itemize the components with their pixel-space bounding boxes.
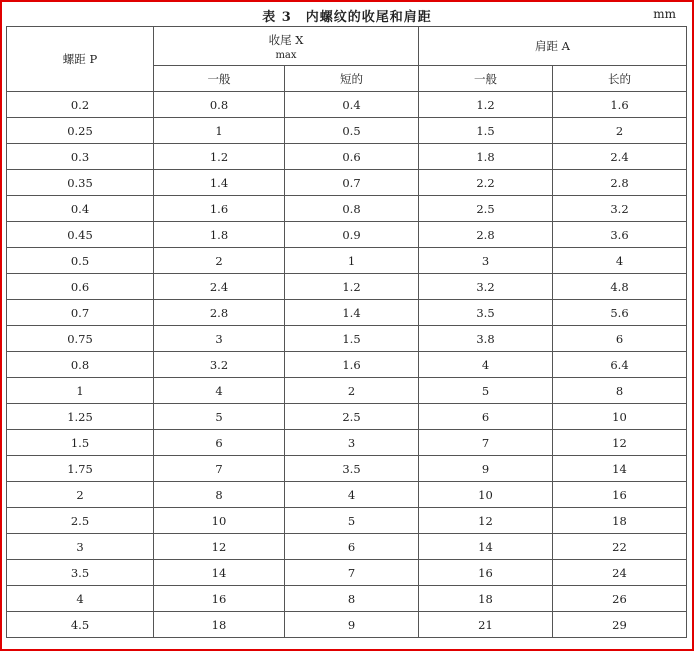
cell-shoulder-long: 8 <box>553 378 687 404</box>
cell-pitch: 4.5 <box>7 612 154 638</box>
header-pitch: 螺距 P <box>7 27 154 92</box>
cell-runout-normal: 2 <box>154 248 285 274</box>
cell-runout-short: 1.5 <box>285 326 419 352</box>
cell-shoulder-normal: 12 <box>419 508 553 534</box>
cell-runout-normal: 0.8 <box>154 92 285 118</box>
table-row <box>7 352 687 378</box>
header-runout-normal: 一般 <box>154 66 285 92</box>
cell-runout-normal: 18 <box>154 612 285 638</box>
table-row <box>7 222 687 248</box>
cell-shoulder-long: 5.6 <box>553 300 687 326</box>
cell-runout-normal: 10 <box>154 508 285 534</box>
cell-runout-short: 0.5 <box>285 118 419 144</box>
cell-runout-normal: 3 <box>154 326 285 352</box>
cell-runout-short: 0.9 <box>285 222 419 248</box>
table-row <box>7 170 687 196</box>
unit-label: mm <box>653 7 676 21</box>
cell-shoulder-normal: 2.2 <box>419 170 553 196</box>
cell-pitch: 3 <box>7 534 154 560</box>
cell-runout-short: 1.4 <box>285 300 419 326</box>
cell-pitch: 2.5 <box>7 508 154 534</box>
cell-runout-short: 2.5 <box>285 404 419 430</box>
cell-runout-short: 1.2 <box>285 274 419 300</box>
cell-runout-normal: 2.4 <box>154 274 285 300</box>
cell-shoulder-long: 26 <box>553 586 687 612</box>
cell-runout-short: 3 <box>285 430 419 456</box>
cell-pitch: 0.7 <box>7 300 154 326</box>
cell-shoulder-long: 29 <box>553 612 687 638</box>
header-shoulder: 肩距 A <box>419 27 687 66</box>
cell-shoulder-normal: 10 <box>419 482 553 508</box>
cell-runout-normal: 4 <box>154 378 285 404</box>
cell-runout-normal: 7 <box>154 456 285 482</box>
header-runout-max: max <box>275 49 297 61</box>
cell-shoulder-long: 2 <box>553 118 687 144</box>
table-row <box>7 378 687 404</box>
cell-runout-normal: 2.8 <box>154 300 285 326</box>
cell-runout-normal: 14 <box>154 560 285 586</box>
thread-runout-table <box>6 26 687 638</box>
cell-runout-short: 4 <box>285 482 419 508</box>
cell-runout-short: 1 <box>285 248 419 274</box>
cell-runout-normal: 16 <box>154 586 285 612</box>
cell-shoulder-normal: 2.5 <box>419 196 553 222</box>
cell-shoulder-long: 22 <box>553 534 687 560</box>
cell-shoulder-long: 6.4 <box>553 352 687 378</box>
table-body <box>7 92 687 638</box>
cell-runout-short: 7 <box>285 560 419 586</box>
table-row <box>7 430 687 456</box>
cell-pitch: 1.5 <box>7 430 154 456</box>
cell-runout-normal: 12 <box>154 534 285 560</box>
cell-runout-short: 0.8 <box>285 196 419 222</box>
cell-shoulder-normal: 5 <box>419 378 553 404</box>
cell-shoulder-long: 1.6 <box>553 92 687 118</box>
cell-runout-short: 5 <box>285 508 419 534</box>
cell-pitch: 0.25 <box>7 118 154 144</box>
table-row <box>7 118 687 144</box>
cell-shoulder-normal: 1.8 <box>419 144 553 170</box>
cell-pitch: 0.45 <box>7 222 154 248</box>
header-runout <box>154 27 419 66</box>
header-runout-label: 收尾 X <box>268 32 304 47</box>
cell-runout-normal: 1.2 <box>154 144 285 170</box>
cell-shoulder-normal: 3.2 <box>419 274 553 300</box>
cell-pitch: 4 <box>7 586 154 612</box>
cell-pitch: 0.6 <box>7 274 154 300</box>
cell-shoulder-long: 18 <box>553 508 687 534</box>
table-row <box>7 560 687 586</box>
cell-pitch: 0.75 <box>7 326 154 352</box>
cell-runout-short: 2 <box>285 378 419 404</box>
cell-shoulder-normal: 6 <box>419 404 553 430</box>
cell-pitch: 1.75 <box>7 456 154 482</box>
cell-shoulder-normal: 3.5 <box>419 300 553 326</box>
cell-runout-short: 6 <box>285 534 419 560</box>
cell-runout-normal: 1.8 <box>154 222 285 248</box>
table-row <box>7 456 687 482</box>
cell-runout-short: 8 <box>285 586 419 612</box>
table-row <box>7 404 687 430</box>
cell-shoulder-long: 4 <box>553 248 687 274</box>
cell-runout-short: 0.4 <box>285 92 419 118</box>
table-row <box>7 482 687 508</box>
table-row <box>7 508 687 534</box>
cell-shoulder-normal: 14 <box>419 534 553 560</box>
cell-shoulder-long: 10 <box>553 404 687 430</box>
cell-shoulder-long: 4.8 <box>553 274 687 300</box>
cell-shoulder-normal: 3 <box>419 248 553 274</box>
cell-runout-normal: 3.2 <box>154 352 285 378</box>
cell-pitch: 2 <box>7 482 154 508</box>
cell-runout-normal: 1.4 <box>154 170 285 196</box>
cell-pitch: 0.4 <box>7 196 154 222</box>
table-row <box>7 196 687 222</box>
cell-runout-normal: 8 <box>154 482 285 508</box>
table-row <box>7 300 687 326</box>
cell-shoulder-long: 24 <box>553 560 687 586</box>
cell-runout-short: 1.6 <box>285 352 419 378</box>
cell-pitch: 0.2 <box>7 92 154 118</box>
table-row <box>7 144 687 170</box>
cell-shoulder-long: 6 <box>553 326 687 352</box>
cell-shoulder-long: 3.2 <box>553 196 687 222</box>
cell-pitch: 3.5 <box>7 560 154 586</box>
cell-shoulder-normal: 1.5 <box>419 118 553 144</box>
cell-shoulder-normal: 9 <box>419 456 553 482</box>
cell-shoulder-normal: 1.2 <box>419 92 553 118</box>
table-row <box>7 534 687 560</box>
cell-shoulder-long: 12 <box>553 430 687 456</box>
cell-shoulder-normal: 21 <box>419 612 553 638</box>
cell-shoulder-normal: 3.8 <box>419 326 553 352</box>
cell-runout-short: 9 <box>285 612 419 638</box>
table-row <box>7 248 687 274</box>
cell-shoulder-long: 16 <box>553 482 687 508</box>
header-shoulder-long: 长的 <box>553 66 687 92</box>
table-row <box>7 586 687 612</box>
cell-pitch: 1.25 <box>7 404 154 430</box>
cell-shoulder-long: 2.4 <box>553 144 687 170</box>
cell-shoulder-normal: 2.8 <box>419 222 553 248</box>
cell-shoulder-long: 14 <box>553 456 687 482</box>
cell-runout-normal: 1.6 <box>154 196 285 222</box>
header-shoulder-normal: 一般 <box>419 66 553 92</box>
cell-runout-normal: 5 <box>154 404 285 430</box>
cell-shoulder-normal: 18 <box>419 586 553 612</box>
table-row <box>7 274 687 300</box>
header-runout-short: 短的 <box>285 66 419 92</box>
table-row <box>7 612 687 638</box>
cell-pitch: 0.8 <box>7 352 154 378</box>
cell-runout-normal: 1 <box>154 118 285 144</box>
cell-shoulder-normal: 16 <box>419 560 553 586</box>
cell-shoulder-long: 3.6 <box>553 222 687 248</box>
cell-pitch: 0.3 <box>7 144 154 170</box>
cell-pitch: 1 <box>7 378 154 404</box>
table-row <box>7 326 687 352</box>
cell-runout-normal: 6 <box>154 430 285 456</box>
cell-pitch: 0.5 <box>7 248 154 274</box>
table-title: 表 3 内螺纹的收尾和肩距 <box>262 10 432 25</box>
table-caption <box>6 4 688 24</box>
cell-runout-short: 0.7 <box>285 170 419 196</box>
cell-shoulder-normal: 7 <box>419 430 553 456</box>
cell-shoulder-normal: 4 <box>419 352 553 378</box>
cell-runout-short: 3.5 <box>285 456 419 482</box>
cell-runout-short: 0.6 <box>285 144 419 170</box>
table-row <box>7 92 687 118</box>
cell-pitch: 0.35 <box>7 170 154 196</box>
cell-shoulder-long: 2.8 <box>553 170 687 196</box>
